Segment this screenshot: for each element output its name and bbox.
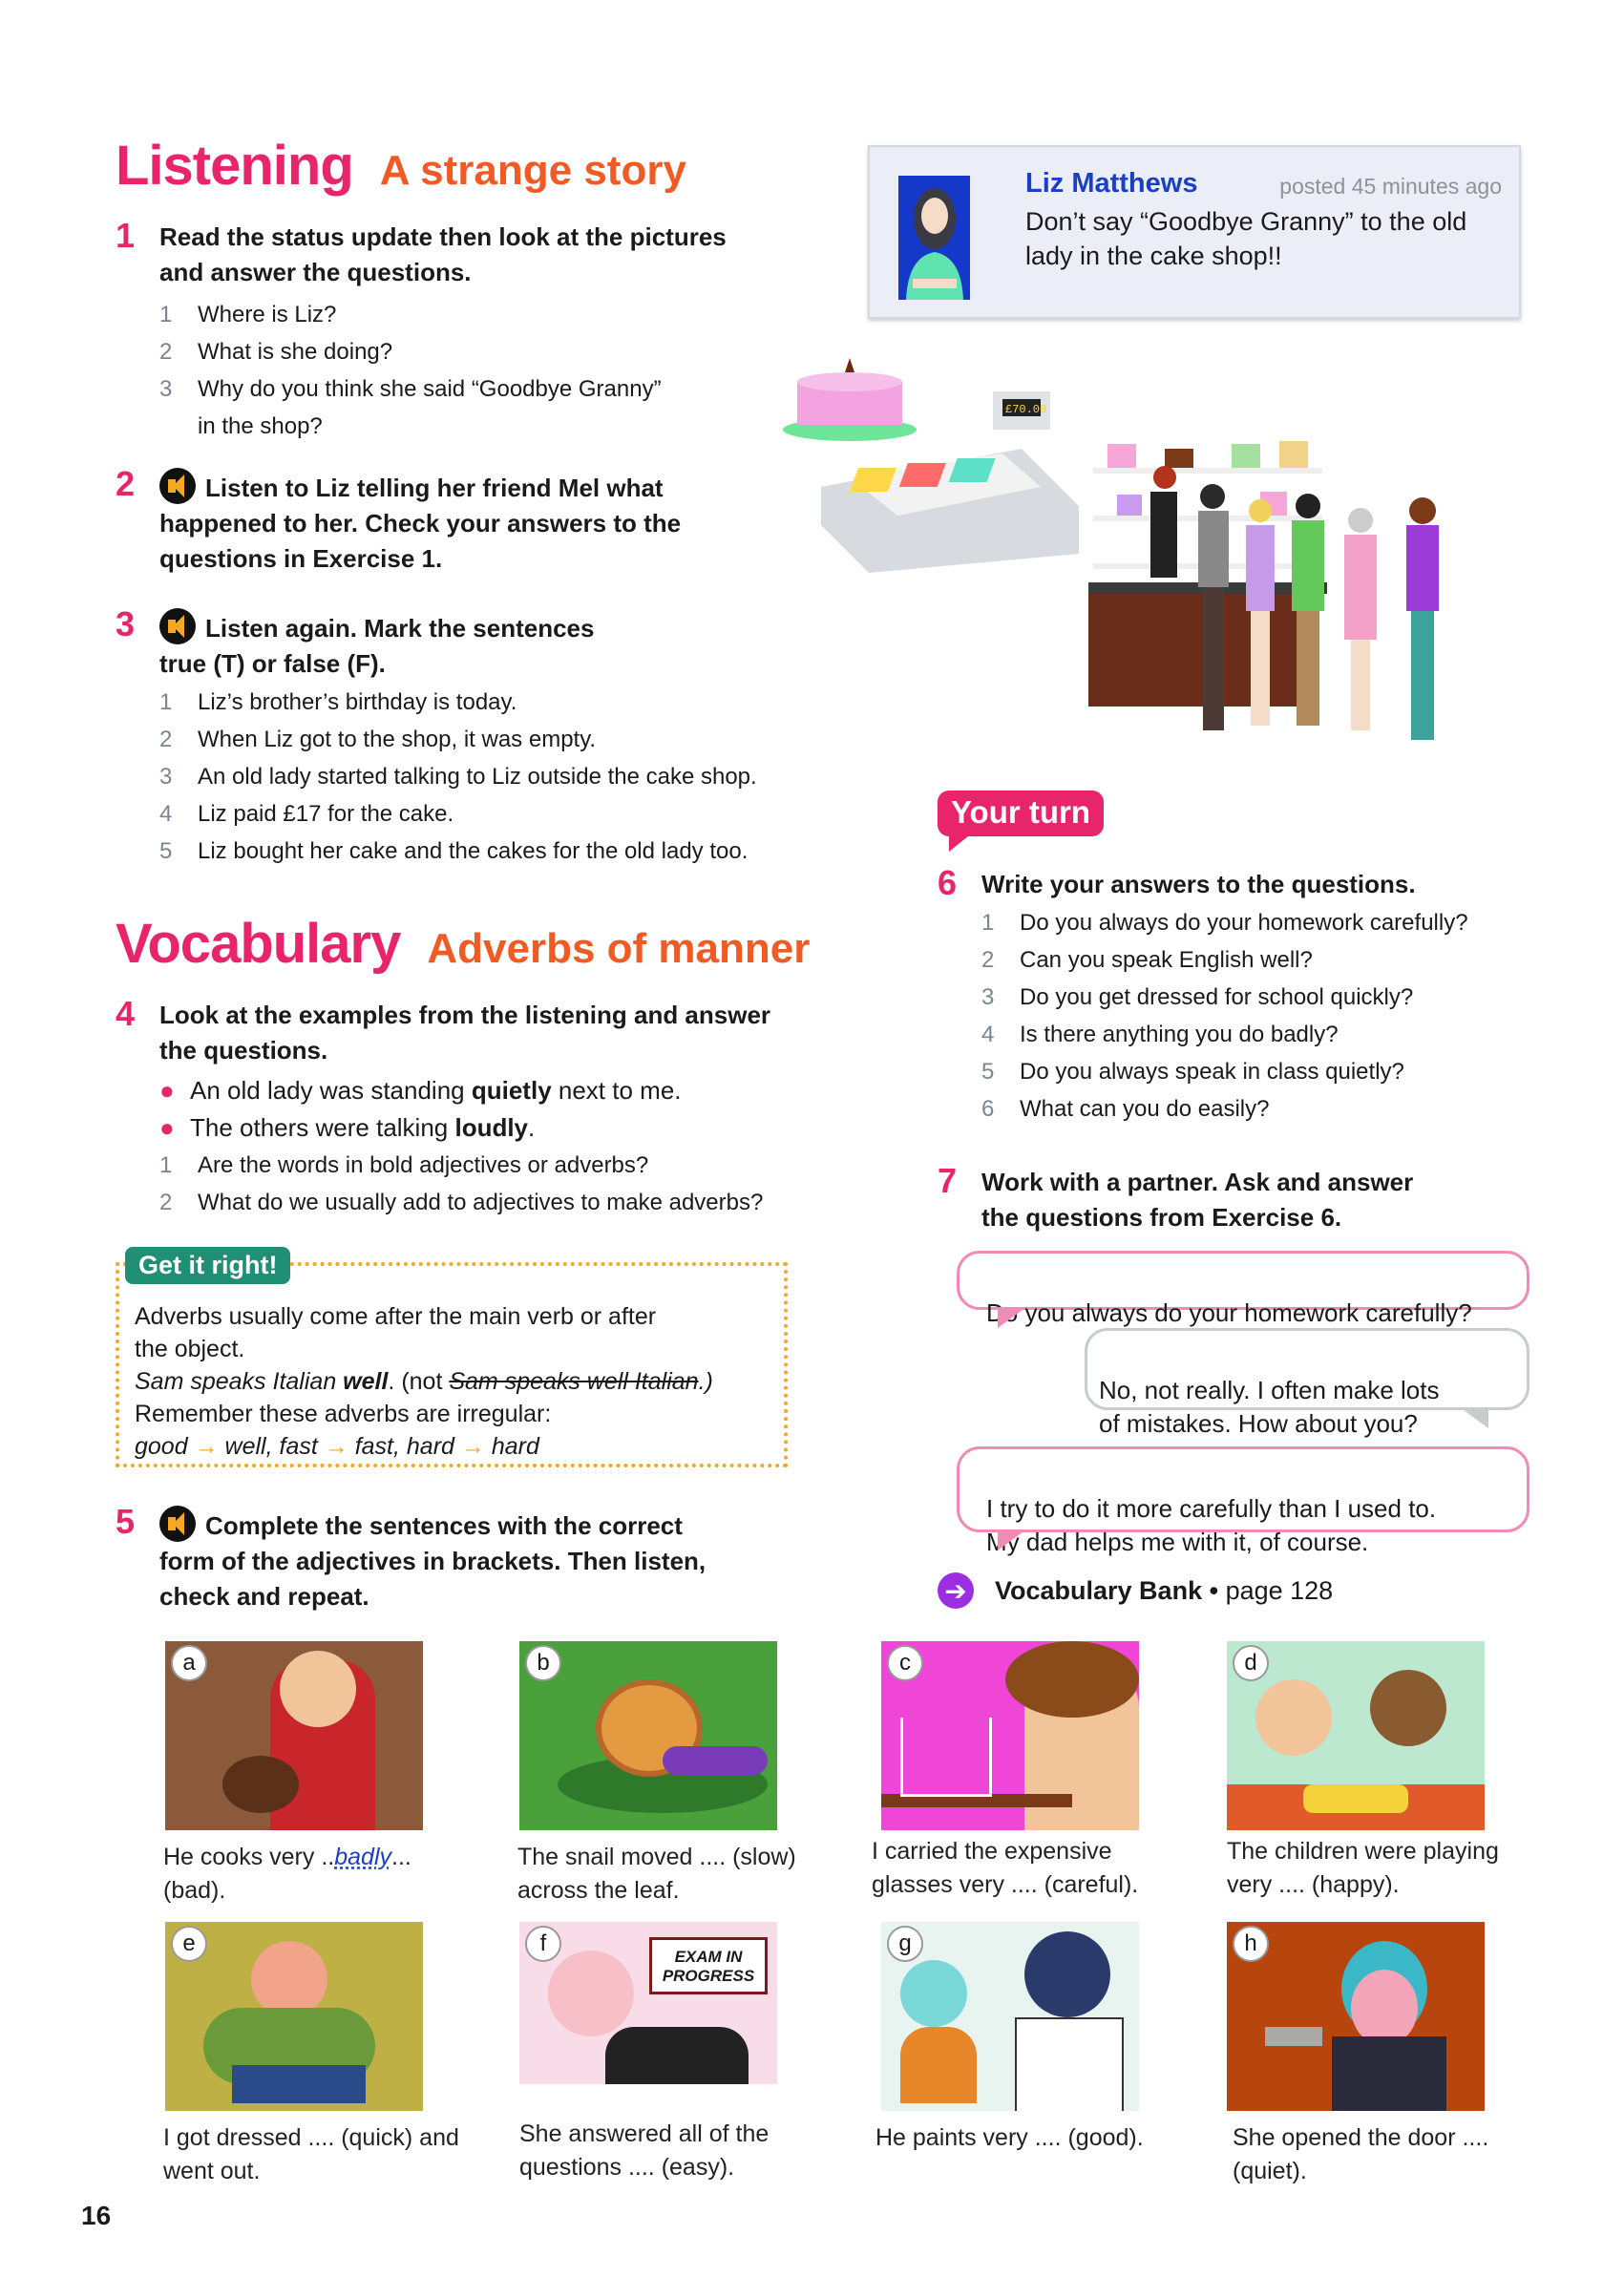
exercise-instruction: Listen to Liz telling her friend Mel what happened to her. Check your answers to the questions in Exercise 1. <box>159 474 682 573</box>
exercise-number: 4 <box>116 994 136 1033</box>
caption-text: ... (bad). <box>163 1844 411 1904</box>
item-number: 6 <box>981 1096 995 1122</box>
item-text: What do we usually add to adjectives to make adverbs? <box>198 1190 764 1215</box>
caption-a <box>163 1841 478 1908</box>
caption-g: He paints very .... (good). <box>875 2124 1144 2151</box>
exercise-instruction: Look at the examples from the listening and answer the questions. <box>159 1001 771 1065</box>
exercise-5 <box>116 1502 879 1614</box>
picture-e <box>165 1922 423 2111</box>
section-subtitle: Adverbs of manner <box>427 925 811 972</box>
item-number: 3 <box>159 764 173 790</box>
exercise-6 <box>938 863 1606 1128</box>
example-text: The others were talking <box>190 1113 455 1142</box>
item-text: An old lady started talking to Liz outside the cake shop. <box>198 764 757 790</box>
speech-bubble-question <box>957 1251 1529 1327</box>
item-number: 2 <box>159 1190 173 1215</box>
list-item <box>159 333 822 370</box>
example-text: . <box>528 1113 536 1142</box>
item-number: 3 <box>159 376 173 402</box>
avatar <box>898 176 970 300</box>
exercise-instruction: Listen again. Mark the sentences true (T) or false (F). <box>159 614 595 678</box>
example-adverb: well <box>343 1368 389 1395</box>
picture-label: a <box>171 1645 207 1681</box>
list-item <box>159 296 822 333</box>
woman-portrait-icon <box>898 176 970 300</box>
irregular-adverbs <box>135 1430 713 1463</box>
arrow-right-icon: → <box>324 1433 348 1460</box>
list-item <box>159 370 822 445</box>
picture-f <box>519 1922 777 2111</box>
exercise-3 <box>116 604 860 870</box>
exercise-number: 1 <box>116 216 136 255</box>
item-number: 1 <box>159 689 173 715</box>
item-number: 5 <box>981 1059 995 1085</box>
section-title: Vocabulary <box>116 913 401 975</box>
example-list <box>159 1072 879 1147</box>
example-line <box>135 1365 713 1398</box>
item-number: 4 <box>981 1022 995 1047</box>
adjective: hard <box>406 1433 454 1460</box>
item-number: 1 <box>159 1152 173 1178</box>
section-subtitle: A strange story <box>379 147 686 194</box>
vocab-bank-page: page 128 <box>1225 1575 1334 1605</box>
item-text: Do you get dressed for school quickly? <box>1020 984 1414 1010</box>
item-number: 2 <box>159 339 173 365</box>
exercise-number: 2 <box>116 464 136 503</box>
exercise-number: 6 <box>938 863 958 902</box>
caption-f: She answered all of the questions .... (easy). <box>519 2120 770 2181</box>
section-title-vocabulary <box>116 912 810 976</box>
picture-d <box>1227 1641 1485 1830</box>
list-item <box>981 941 1606 979</box>
item-text: Where is Liz? <box>198 302 337 327</box>
sentence-list <box>159 684 860 870</box>
list-item <box>159 684 860 721</box>
audio-speaker-icon[interactable] <box>159 468 196 504</box>
picture-label: f <box>525 1926 561 1962</box>
item-number: 2 <box>981 947 995 973</box>
list-item <box>981 979 1606 1016</box>
exercise-instruction-wrap <box>116 468 822 577</box>
item-number: 3 <box>981 984 995 1010</box>
list-item <box>159 758 860 795</box>
exercise-1 <box>116 216 822 445</box>
rule-text: Adverbs usually come after the main verb or after <box>135 1303 657 1330</box>
example-sentence <box>159 1072 879 1109</box>
incorrect-example: Sam speaks well Italian <box>449 1368 699 1395</box>
bubble-text: Do you always do your homework carefully? <box>986 1298 1472 1327</box>
caption-e: I got dressed .... (quick) and went out. <box>163 2124 459 2184</box>
exercise-instruction-wrap <box>116 1506 879 1614</box>
adjective: fast <box>279 1433 318 1460</box>
picture-h <box>1227 1922 1485 2111</box>
item-number: 4 <box>159 801 173 827</box>
cake-stand-icon <box>783 358 917 441</box>
item-text: Can you speak English well? <box>1020 947 1313 973</box>
list-item <box>159 833 860 870</box>
picture-a <box>165 1641 423 1830</box>
section-title-listening <box>116 134 686 198</box>
exercise-2 <box>116 464 822 577</box>
rule-text: the object. <box>135 1336 245 1362</box>
arrow-right-icon: → <box>194 1433 219 1460</box>
adverb: fast, <box>354 1433 400 1460</box>
speech-bubble-reply <box>1085 1328 1529 1438</box>
status-update-post <box>868 145 1521 319</box>
get-it-right-box <box>116 1251 788 1467</box>
list-item <box>159 1184 879 1221</box>
post-text: Don’t say “Goodbye Granny” to the old lady in the cake shop!! <box>1025 207 1467 270</box>
item-text: What is she doing? <box>198 339 393 365</box>
exercise-instruction-wrap <box>116 608 860 682</box>
adverb: well, <box>224 1433 273 1460</box>
example-adverb: quietly <box>471 1076 552 1105</box>
arrow-right-circle-icon: ➔ <box>938 1572 974 1609</box>
bullet-icon: ● <box>159 1113 175 1142</box>
exercise-instruction: Write your answers to the questions. <box>981 870 1416 898</box>
exercise-4 <box>116 994 879 1221</box>
item-text: Do you always do your homework carefully? <box>1020 910 1468 936</box>
picture-label: e <box>171 1926 207 1962</box>
picture-label: c <box>887 1645 923 1681</box>
list-item <box>159 721 860 758</box>
caption-c: I carried the expensive glasses very .... (careful). <box>872 1838 1139 1898</box>
cake-shop-illustration <box>764 334 1556 788</box>
page-number: 16 <box>81 2201 112 2230</box>
exercise-instruction: Complete the sentences with the correct form of the adjectives in brackets. Then listen, check and repeat. <box>159 1511 707 1611</box>
exercise-instruction: Read the status update then look at the pictures and answer the questions. <box>159 222 727 286</box>
adjective: good <box>135 1433 188 1460</box>
exercise-number: 3 <box>116 604 136 643</box>
item-text: Why do you think she said “Goodbye Granny” in the shop? <box>198 376 662 439</box>
list-item <box>981 904 1606 941</box>
example-text: next to me. <box>551 1076 682 1105</box>
vocab-bank-label: Vocabulary Bank <box>995 1575 1203 1605</box>
bubble-tail <box>998 1529 1026 1550</box>
picture-g <box>881 1922 1139 2111</box>
item-text: Is there anything you do badly? <box>1020 1022 1339 1047</box>
example-adverb: loudly <box>454 1113 529 1142</box>
picture-b <box>519 1641 777 1830</box>
register-display: £70.00 <box>1005 403 1047 416</box>
picture-label: g <box>887 1926 923 1962</box>
example-text: . (not <box>388 1368 450 1395</box>
audio-speaker-icon[interactable] <box>159 1506 196 1542</box>
exercise-7 <box>938 1161 1606 1235</box>
bubble-tail <box>1460 1407 1488 1428</box>
item-text: When Liz got to the shop, it was empty. <box>198 727 597 752</box>
separator: • <box>1202 1575 1226 1605</box>
example-sentence <box>159 1109 879 1147</box>
question-list <box>159 296 822 445</box>
item-number: 1 <box>159 302 173 327</box>
list-item <box>981 1053 1606 1090</box>
post-timestamp: posted 45 minutes ago <box>1279 174 1502 199</box>
list-item <box>981 1016 1606 1053</box>
caption-b: The snail moved .... (slow) across the leaf. <box>517 1844 796 1904</box>
item-text: Do you always speak in class quietly? <box>1020 1059 1404 1085</box>
item-number: 5 <box>159 838 173 864</box>
item-text: Liz’s brother’s birthday is today. <box>198 689 517 715</box>
item-number: 1 <box>981 910 995 936</box>
exercise-number: 7 <box>938 1161 958 1200</box>
item-text: Liz paid £17 for the cake. <box>198 801 454 827</box>
rule-text: Remember these adverbs are irregular: <box>135 1401 552 1427</box>
speech-bubble-answer <box>957 1446 1529 1556</box>
picture-label: h <box>1233 1926 1269 1962</box>
picture-c <box>881 1641 1139 1830</box>
list-item <box>159 795 860 833</box>
item-text: Are the words in bold adjectives or adverbs? <box>198 1152 649 1178</box>
caption-h: She opened the door .... (quiet). <box>1233 2124 1489 2184</box>
get-it-right-body <box>135 1300 713 1463</box>
list-item <box>159 1147 879 1184</box>
answer-text[interactable]: badly <box>334 1844 391 1870</box>
bubble-tail <box>998 1307 1026 1328</box>
question-list <box>159 1147 879 1221</box>
example-text: Sam speaks Italian <box>135 1368 344 1395</box>
list-item <box>981 1090 1606 1128</box>
caption-d: The children were playing very .... (happy). <box>1227 1838 1499 1898</box>
bubble-text: I try to do it more carefully than I used to. My dad helps me with it, of course. <box>986 1494 1437 1556</box>
bullet-icon: ● <box>159 1076 175 1105</box>
caption-text: He cooks very .. <box>163 1844 335 1870</box>
exercise-number: 5 <box>116 1502 136 1541</box>
bubble-text: No, not really. I often make lots of mistakes. How about you? <box>1099 1376 1440 1438</box>
your-turn-badge: Your turn <box>938 791 1104 836</box>
section-title: Listening <box>116 135 353 197</box>
example-text: .) <box>698 1368 713 1395</box>
exercise-instruction: Work with a partner. Ask and answer the questions from Exercise 6. <box>981 1168 1414 1232</box>
audio-speaker-icon[interactable] <box>159 608 196 644</box>
exam-sign: EXAM IN PROGRESS <box>649 1937 768 1994</box>
get-it-right-label: Get it right! <box>125 1247 290 1284</box>
picture-label: b <box>525 1645 561 1681</box>
example-text: An old lady was standing <box>190 1076 472 1105</box>
question-list <box>981 904 1606 1128</box>
vocabulary-bank-link[interactable] <box>938 1572 1333 1609</box>
post-author[interactable]: Liz Matthews <box>1025 168 1198 199</box>
adverb: hard <box>491 1433 539 1460</box>
item-number: 2 <box>159 727 173 752</box>
item-text: What can you do easily? <box>1020 1096 1270 1122</box>
arrow-right-icon: → <box>460 1433 485 1460</box>
item-text: Liz bought her cake and the cakes for the old lady too. <box>198 838 749 864</box>
picture-label: d <box>1233 1645 1269 1681</box>
